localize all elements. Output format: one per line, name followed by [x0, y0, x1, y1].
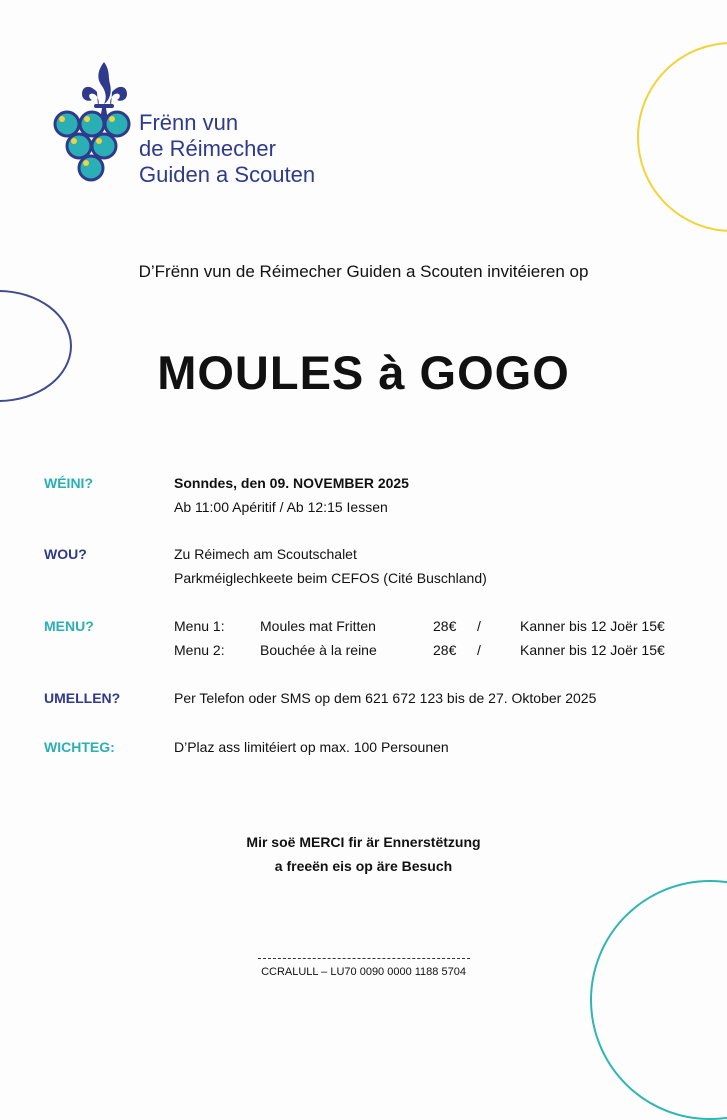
menu-1-label: Menu 1: — [174, 618, 225, 634]
menu-row-1 — [174, 618, 684, 638]
label-weini: WÉINI? — [44, 475, 93, 491]
menu-2-price: 28€ — [433, 642, 457, 658]
menu-1-kids-price: Kanner bis 12 Joër 15€ — [520, 618, 665, 634]
thanks-line-1: Mir soë MERCI fir är Ennerstëtzung — [246, 834, 481, 850]
logo-wordmark — [139, 110, 315, 188]
event-title: MOULES à GOGO — [157, 346, 570, 399]
label-menu: MENU? — [44, 618, 94, 634]
menu-1-dish: Moules mat Fritten — [260, 618, 376, 634]
wou-parking: Parkméiglechkeete beim CEFOS (Cité Buschland) — [174, 570, 487, 586]
logo-line-3: Guiden a Scouten — [139, 162, 316, 187]
invitation-intro: D’Frënn vun de Réimecher Guiden a Scouten invitéieren op — [138, 262, 589, 281]
menu-2-separator: / — [477, 642, 481, 658]
decorative-circle-teal — [590, 880, 727, 1120]
umellen-text: Per Telefon oder SMS op dem 621 672 123 bis de 27. Oktober 2025 — [174, 690, 597, 706]
label-wou: WOU? — [44, 546, 87, 562]
dashed-divider — [258, 958, 470, 959]
label-wichteg: WICHTEG: — [44, 739, 115, 755]
logo-line-2: de Réimecher — [139, 136, 276, 161]
grape-cluster-icon — [50, 62, 136, 184]
menu-1-separator: / — [477, 618, 481, 634]
logo — [50, 62, 136, 189]
menu-1-price: 28€ — [433, 618, 457, 634]
menu-2-kids-price: Kanner bis 12 Joër 15€ — [520, 642, 665, 658]
menu-2-label: Menu 2: — [174, 642, 225, 658]
weini-date: Sonndes, den 09. NOVEMBER 2025 — [174, 475, 409, 491]
decorative-circle-yellow — [637, 42, 727, 232]
thanks-line-2: a freeën eis op äre Besuch — [274, 858, 453, 874]
wichteg-text: D’Plaz ass limitéiert op max. 100 Persounen — [174, 739, 449, 755]
label-umellen: UMELLEN? — [44, 690, 121, 706]
menu-row-2 — [174, 642, 684, 662]
logo-line-1: Frënn vun — [139, 110, 239, 135]
weini-times: Ab 11:00 Apéritif / Ab 12:15 Iessen — [174, 499, 388, 515]
wou-location: Zu Réimech am Scoutschalet — [174, 546, 357, 562]
menu-2-dish: Bouchée à la reine — [260, 642, 377, 658]
bank-account: CCRALULL – LU70 0090 0000 1188 5704 — [261, 966, 466, 978]
